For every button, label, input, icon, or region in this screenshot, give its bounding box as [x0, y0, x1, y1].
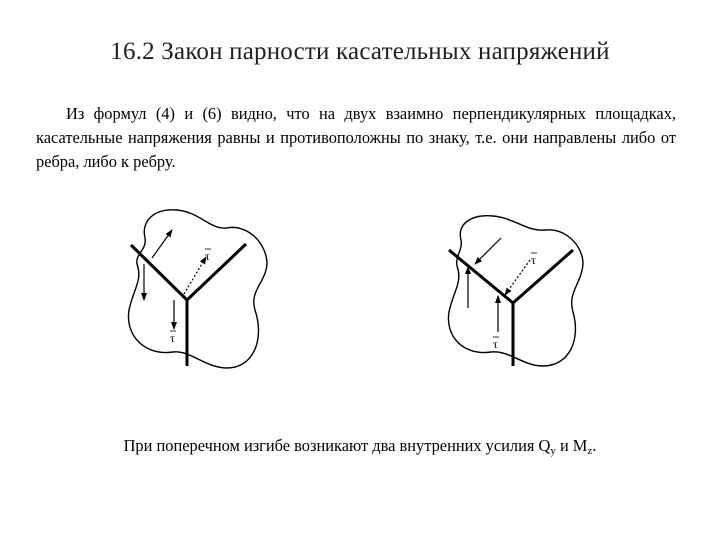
tau-arrow-up: [152, 230, 172, 258]
shear-diagram-toward-edge: [435, 200, 605, 375]
caption-text: При поперечном изгибе возникают два внутренних усилия Q: [123, 436, 551, 455]
caption-mid: и M: [555, 436, 588, 455]
caption-end: .: [592, 436, 597, 455]
caption-sub-z: z: [587, 445, 593, 457]
section-line-right: [513, 250, 573, 303]
tau-label-2: τ: [493, 337, 498, 351]
tau-arrow-toward-edge: [475, 238, 501, 264]
body-outline: [448, 216, 583, 366]
body-paragraph: Из формул (4) и (6) видно, что на двух взаимно перпендикулярных площадках, касательные напряжения равны и противоположны по знаку, т.е. они направлены либо от ребра, либо к ребру.: [36, 104, 676, 171]
caption-sub-y: y: [550, 445, 556, 457]
section-line-right: [187, 244, 246, 300]
caption: [0, 436, 720, 457]
tau-label-1: τ: [531, 253, 536, 267]
slide-title: 16.2 Закон парности касательных напряжений: [110, 38, 610, 65]
tau-label-2: τ: [170, 331, 175, 345]
shear-diagram-away-from-edge: [115, 200, 285, 375]
tau-arrow-dotted: [184, 257, 206, 294]
tau-label-1: τ: [205, 249, 210, 263]
